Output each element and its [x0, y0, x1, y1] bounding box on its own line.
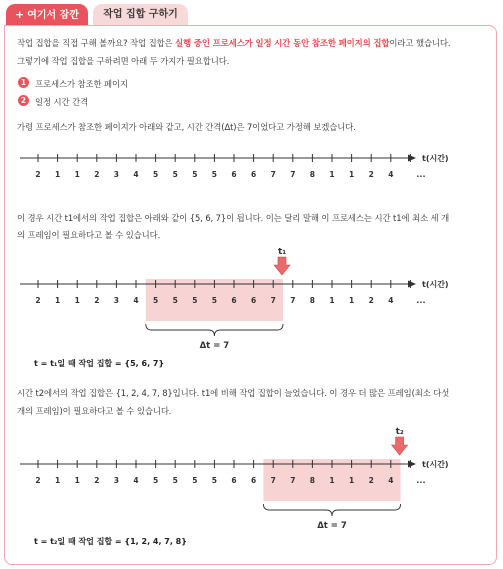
- tab-working-set-label: 작업 집합 구하기: [103, 9, 178, 20]
- para2-line-1: 이 경우 시간 t1에서의 작업 집합은 아래와 같이 {5, 6, 7}이 됩니다. 이는 달리 말해 이 프로세스는 시간 t1에 최소 세 개: [17, 213, 450, 223]
- page-reference: 5: [172, 296, 178, 305]
- axis-arrowhead: [408, 281, 416, 288]
- page-reference: 6: [250, 296, 257, 305]
- requirement-2: 일정 시간 간격: [35, 97, 89, 107]
- para3-line-1: 시간 t2에서의 작업 집합은 {1, 2, 4, 7, 8}입니다. t1에 비해 작업 집합이 늘었습니다. 이 경우 더 많은 프레임(최소 다섯: [17, 388, 450, 398]
- page-reference: 2: [94, 296, 100, 305]
- working-set-t2: t = t₂일 때 작업 집합 = {1, 2, 4, 7, 8}: [34, 537, 187, 546]
- page-reference: 1: [74, 170, 80, 179]
- interval-brace: [263, 504, 400, 516]
- ellipsis: ...: [416, 170, 426, 179]
- intro-text-b: 이라고 했습니다.: [389, 38, 451, 48]
- page-reference: 1: [348, 296, 355, 305]
- page-reference: 5: [192, 170, 198, 179]
- axis-arrowhead: [408, 155, 416, 162]
- page-reference: 4: [388, 476, 394, 485]
- marker-arrow: [274, 257, 290, 275]
- page-reference: 1: [329, 296, 335, 305]
- page-reference: 5: [211, 476, 218, 485]
- page-reference: 3: [113, 170, 120, 179]
- tab-aside[interactable]: [6, 4, 88, 26]
- axis-label: t(시간): [422, 280, 449, 289]
- page-reference: 6: [231, 170, 237, 179]
- page-reference: 6: [231, 476, 237, 485]
- page-reference: 5: [192, 476, 198, 485]
- page-reference: 7: [290, 476, 296, 485]
- page-reference: 7: [270, 296, 276, 305]
- page-reference: 2: [368, 296, 374, 305]
- ellipsis: ...: [416, 476, 426, 485]
- page-reference: 5: [172, 170, 178, 179]
- page-reference: 5: [192, 296, 198, 305]
- page-reference: 3: [113, 476, 120, 485]
- page-reference: 2: [35, 170, 41, 179]
- marker-label: t₁: [278, 248, 287, 257]
- page-reference: 6: [250, 476, 257, 485]
- number-badge-2: 2: [18, 95, 29, 106]
- page-reference: 7: [270, 170, 276, 179]
- axis-label: t(시간): [422, 154, 449, 163]
- page-reference: 4: [133, 296, 139, 305]
- page-reference: 4: [388, 170, 394, 179]
- page-reference: 8: [309, 476, 316, 485]
- para3-line-2: 개의 프레임)이 필요하다고 볼 수 있습니다.: [17, 406, 172, 416]
- page-reference: 1: [329, 476, 335, 485]
- requirement-1: 프로세스가 참조한 페이지: [35, 79, 129, 89]
- ellipsis: ...: [416, 296, 426, 305]
- page-reference: 7: [290, 296, 296, 305]
- timeline-0: [0, 140, 503, 188]
- intro-line-2: 그렇기에 작업 집합을 구하려면 아래 두 가지가 필요합니다.: [17, 56, 230, 66]
- plus-icon: +: [15, 8, 25, 21]
- page-reference: 2: [35, 296, 41, 305]
- page-reference: 3: [113, 296, 120, 305]
- page-reference: 5: [211, 296, 218, 305]
- page-reference: 1: [348, 170, 355, 179]
- page-reference: 7: [290, 170, 296, 179]
- working-set-t1: t = t₁일 때 작업 집합 = {5, 6, 7}: [34, 359, 165, 368]
- intro-highlight: 실행 중인 프로세스가 일정 시간 동안 참조한 페이지의 집합: [175, 38, 390, 48]
- axis-arrowhead: [408, 461, 416, 468]
- page-reference: 1: [348, 476, 355, 485]
- page-reference: 7: [270, 476, 276, 485]
- page-reference: 1: [74, 476, 80, 485]
- marker-arrow: [392, 437, 408, 455]
- tab-aside-label: 여기서 잠깐: [27, 10, 80, 21]
- interval-brace: [146, 324, 283, 336]
- page-reference: 8: [309, 296, 316, 305]
- axis-label: t(시간): [422, 460, 449, 469]
- page-reference: 6: [231, 296, 237, 305]
- page-reference: 4: [133, 170, 139, 179]
- page-reference: 2: [35, 476, 41, 485]
- page-reference: 6: [250, 170, 257, 179]
- page-reference: 2: [94, 476, 100, 485]
- timeline-2: [0, 424, 503, 528]
- tab-working-set[interactable]: [93, 4, 188, 26]
- page-reference: 1: [74, 296, 80, 305]
- page-reference: 1: [54, 476, 61, 485]
- page-reference: 1: [329, 170, 335, 179]
- intro-line-1: [17, 37, 450, 49]
- page-reference: 5: [152, 296, 159, 305]
- marker-label: t₂: [395, 427, 404, 437]
- page-reference: 2: [94, 170, 100, 179]
- delta-t-label: Δt = 7: [199, 341, 230, 351]
- para2-line-2: 의 프레임이 필요하다고 볼 수 있습니다.: [17, 230, 161, 240]
- page-reference: 4: [133, 476, 139, 485]
- timeline-1: [0, 248, 503, 352]
- page-reference: 5: [152, 476, 159, 485]
- page-reference: 5: [172, 476, 178, 485]
- page-reference: 5: [152, 170, 159, 179]
- assume-text: 가령 프로세스가 참조한 페이지가 아래와 같고, 시간 간격(Δt)은 7이었다고 가정해 보겠습니다.: [17, 122, 356, 132]
- page-reference: 8: [309, 170, 316, 179]
- number-badge-1: 1: [18, 77, 29, 88]
- page-reference: 2: [368, 476, 374, 485]
- page-reference: 5: [211, 170, 218, 179]
- page-reference: 1: [54, 170, 61, 179]
- page-reference: 1: [54, 296, 61, 305]
- delta-t-label: Δt = 7: [317, 521, 347, 528]
- page-reference: 2: [368, 170, 374, 179]
- page-reference: 4: [388, 296, 394, 305]
- intro-text-a: 작업 집합을 직접 구해 볼까요? 작업 집합은: [17, 38, 176, 48]
